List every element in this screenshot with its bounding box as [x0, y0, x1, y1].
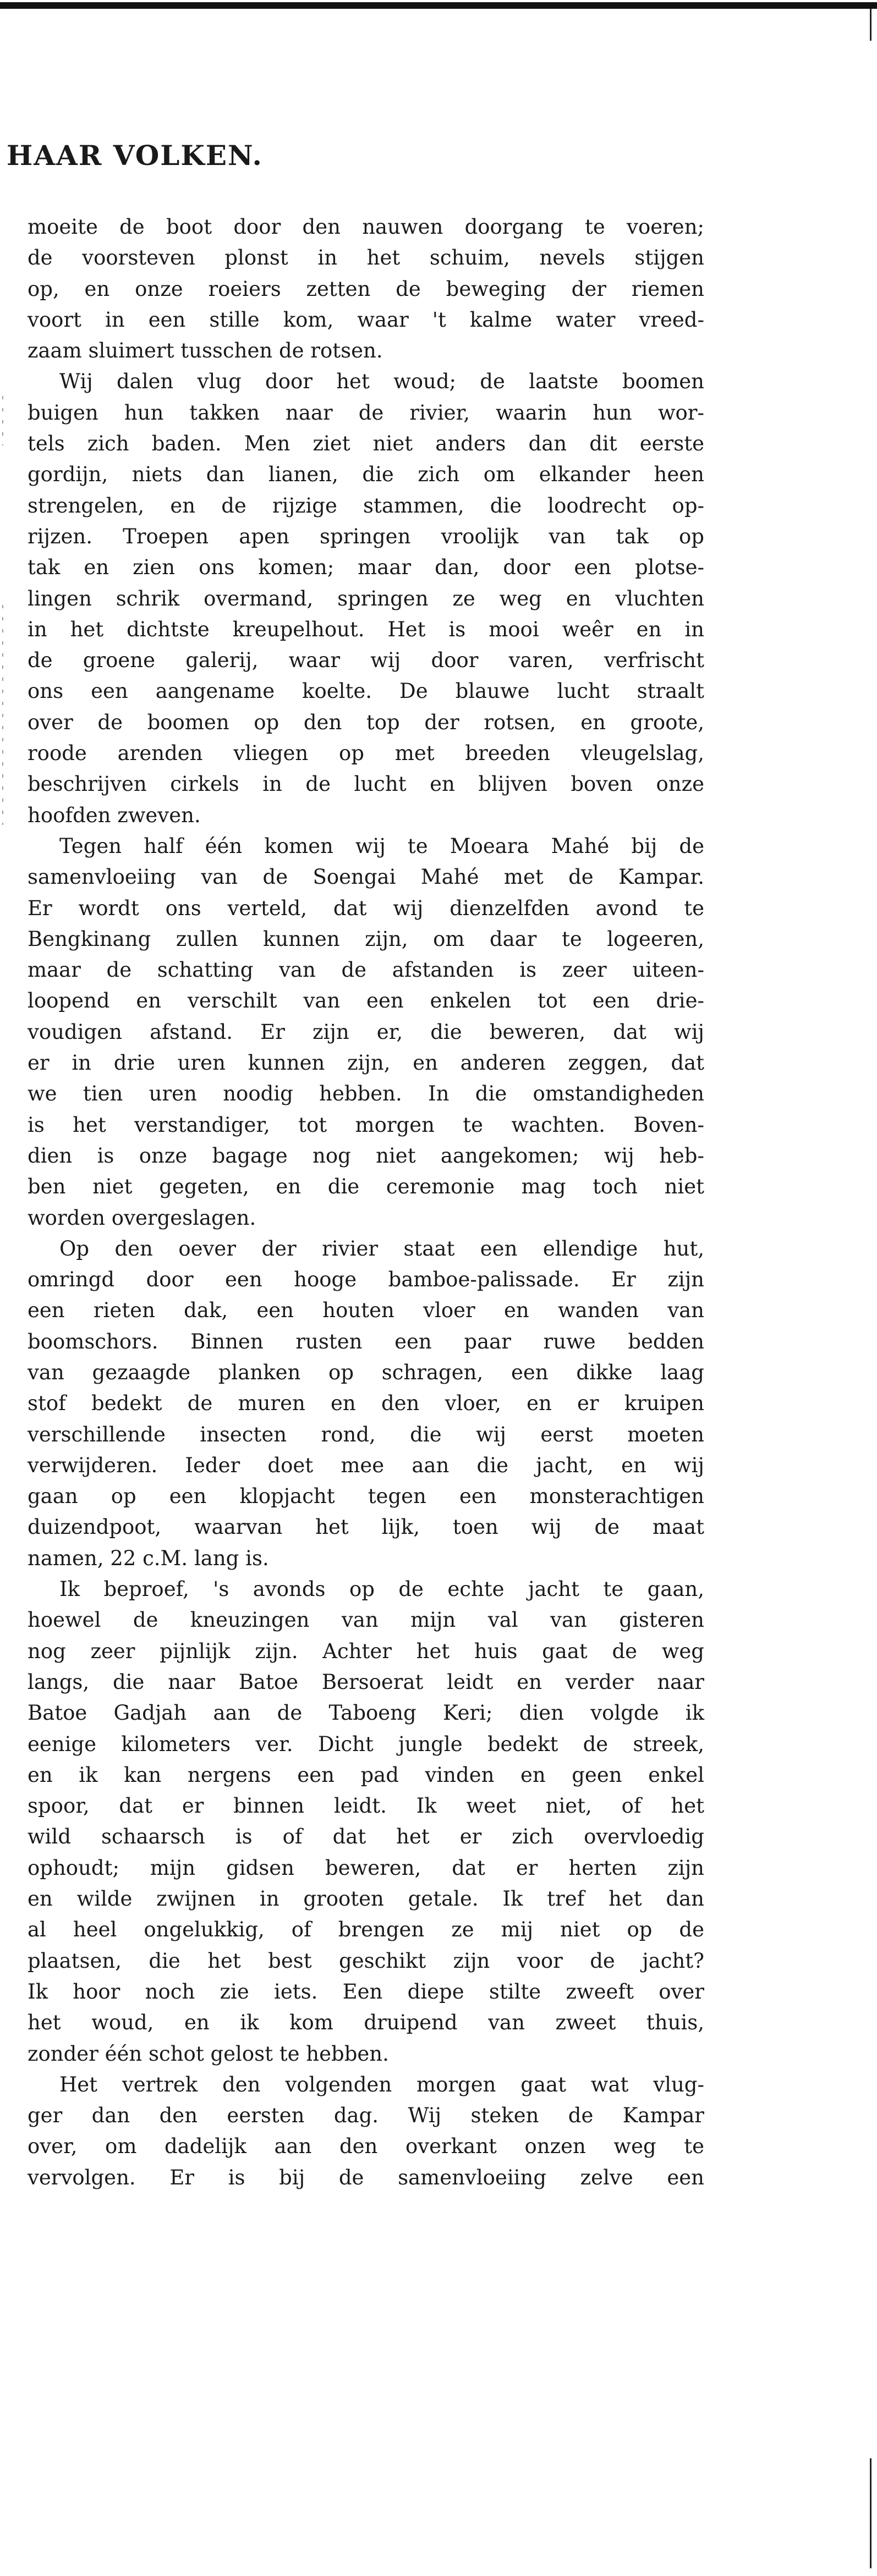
text-line: dien is onze bagage nog niet aangekomen; wij heb- [28, 1143, 704, 1168]
text-line: wild schaarsch is of dat het er zich overvloedig [28, 1825, 704, 1849]
text-line: over de boomen op den top der rotsen, en groote, [28, 710, 704, 734]
text-line: ben niet gegeten, en die ceremonie mag toch niet [28, 1175, 704, 1199]
text-line: Tegen half één komen wij te Moeara Mahé bij de [59, 834, 704, 858]
text-line: voudigen afstand. Er zijn er, die beweren, dat wij [28, 1020, 704, 1044]
text-line: een rieten dak, een houten vloer en wanden van [28, 1298, 704, 1323]
text-line: tak en zien ons komen; maar dan, door een plotse- [28, 555, 704, 580]
text-line: voort in een stille kom, waar 't kalme water vreed- [28, 307, 704, 332]
text-line: omringd door een hooge bamboe-palissade. Er zijn [28, 1268, 704, 1292]
text-line: de groene galerij, waar wij door varen, verfrischt [28, 648, 704, 673]
text-column [28, 212, 704, 2193]
text-line: boomschors. Binnen rusten een paar ruwe bedden [28, 1329, 704, 1353]
running-head: HAAR VOLKEN. [7, 139, 263, 172]
text-line: namen, 22 c.M. lang is. [28, 1546, 269, 1570]
text-line: moeite de boot door den nauwen doorgang te voeren; [28, 215, 704, 239]
text-line: van gezaagde planken op schragen, een dikke laag [28, 1360, 704, 1384]
text-line: Bengkinang zullen kunnen zijn, om daar te logeeren, [28, 927, 704, 951]
text-line: samenvloeiing van de Soengai Mahé met de Kampar. [28, 865, 704, 889]
text-line: de voorsteven plonst in het schuim, nevels stijgen [28, 246, 704, 270]
text-line: gaan op een klopjacht tegen een monsterachtigen [28, 1484, 704, 1509]
text-line: is het verstandiger, tot morgen te wachten. Boven- [28, 1113, 704, 1137]
text-line: beschrijven cirkels in de lucht en blijven boven onze [28, 772, 704, 796]
text-line: ger dan den eersten dag. Wij steken de Kampar [28, 2104, 704, 2128]
text-line: nog zeer pijnlijk zijn. Achter het huis gaat de weg [28, 1639, 704, 1663]
text-line: spoor, dat er binnen leidt. Ik weet niet, of het [28, 1794, 704, 1818]
text-line: op, en onze roeiers zetten de beweging der riemen [28, 277, 704, 301]
text-line: strengelen, en de rijzige stammen, die loodrecht op- [28, 493, 704, 518]
text-line: ophoudt; mijn gidsen beweren, dat er herten zijn [28, 1856, 704, 1880]
text-line: verschillende insecten rond, die wij eerst moeten [28, 1422, 704, 1446]
text-line: loopend en verschilt van een enkelen tot een drie- [28, 989, 704, 1013]
margin-mark-lower [870, 2458, 871, 2568]
text-line: lingen schrik overmand, springen ze weg en vluchten [28, 586, 704, 610]
text-line: Ik hoor noch zie iets. Een diepe stilte zweeft over [28, 1979, 704, 2003]
text-line: hoofden zweven. [28, 803, 201, 827]
text-line: buigen hun takken naar de rivier, waarin hun wor- [28, 400, 704, 425]
text-line: eenige kilometers ver. Dicht jungle bedekt de streek, [28, 1732, 704, 1756]
text-line: Ik beproef, 's avonds op de echte jacht te gaan, [59, 1577, 704, 1601]
text-line: langs, die naar Batoe Bersoerat leidt en verder naar [28, 1670, 704, 1694]
text-line: over, om dadelijk aan den overkant onzen weg te [28, 2134, 704, 2159]
paragraph-6 [28, 2069, 704, 2193]
text-line: Op den oever der rivier staat een ellendige hut, [59, 1236, 704, 1261]
paragraph-2 [28, 366, 704, 830]
text-line: tels zich baden. Men ziet niet anders dan dit eerste [28, 432, 704, 456]
paragraph-3 [28, 831, 704, 1234]
text-line: Batoe Gadjah aan de Taboeng Keri; dien volgde ik [28, 1701, 704, 1725]
text-line: het woud, en ik kom druipend van zweet thuis, [28, 2011, 704, 2035]
text-line: zonder één schot gelost te hebben. [28, 2041, 389, 2066]
text-line: er in drie uren kunnen zijn, en anderen zeggen, dat [28, 1051, 704, 1075]
text-line: ons een aangename koelte. De blauwe lucht straalt [28, 679, 704, 703]
text-line: verwijderen. Ieder doet mee aan die jacht, en wij [28, 1453, 704, 1477]
text-line: roode arenden vliegen op met breeden vleugelslag, [28, 741, 704, 766]
text-line: hoewel de kneuzingen van mijn val van gisteren [28, 1608, 704, 1632]
text-line: maar de schatting van de afstanden is zeer uiteen- [28, 958, 704, 982]
text-line: stof bedekt de muren en den vloer, en er kruipen [28, 1391, 704, 1416]
text-line: al heel ongelukkig, of brengen ze mij niet op de [28, 1918, 704, 1942]
margin-dots-lower [2, 605, 3, 825]
text-line: we tien uren noodig hebben. In die omstandigheden [28, 1082, 704, 1106]
text-line: zaam sluimert tusschen de rotsen. [28, 339, 383, 363]
text-line: in het dichtste kreupelhout. Het is mooi weêr en in [28, 617, 704, 641]
paragraph-5 [28, 1574, 704, 2069]
paragraph-1 [28, 212, 704, 366]
top-rule [0, 2, 877, 9]
text-line: Het vertrek den volgenden morgen gaat wat vlug- [59, 2072, 704, 2096]
text-line: worden overgeslagen. [28, 1206, 256, 1230]
margin-mark-upper [870, 9, 871, 41]
text-line: duizendpoot, waarvan het lijk, toen wij de maat [28, 1515, 704, 1539]
text-line: Er wordt ons verteld, dat wij dienzelfden avond te [28, 896, 704, 920]
text-line: rijzen. Troepen apen springen vroolijk van tak op [28, 524, 704, 548]
text-line: gordijn, niets dan lianen, die zich om elkander heen [28, 463, 704, 487]
margin-dots-upper [2, 396, 3, 445]
text-line: en ik kan nergens een pad vinden en geen enkel [28, 1763, 704, 1787]
text-line: vervolgen. Er is bij de samenvloeiing zelve een [28, 2165, 704, 2189]
text-line: Wij dalen vlug door het woud; de laatste boomen [59, 370, 704, 394]
text-line: en wilde zwijnen in grooten getale. Ik tref het dan [28, 1887, 704, 1911]
paragraph-4 [28, 1234, 704, 1574]
text-line: plaatsen, die het best geschikt zijn voor de jacht? [28, 1948, 704, 1973]
